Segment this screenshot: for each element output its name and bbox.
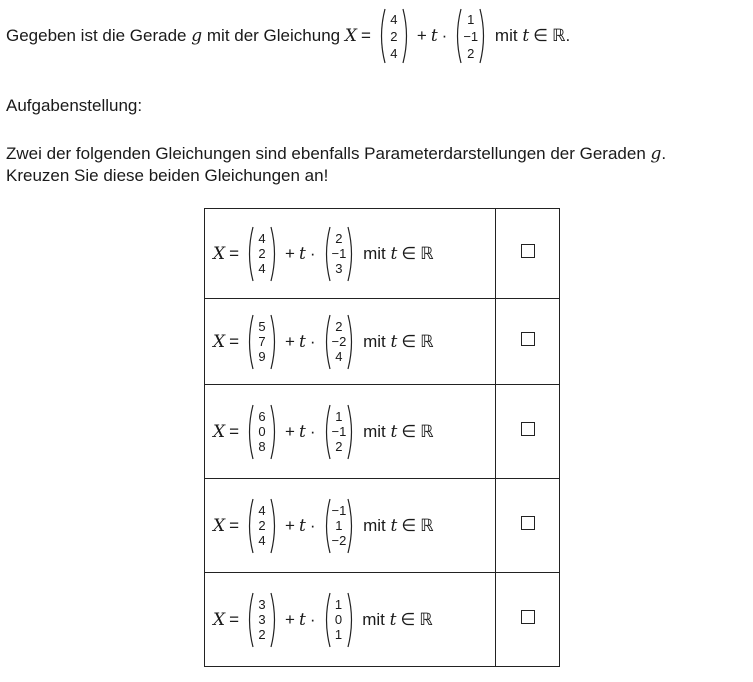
- param-t: t: [298, 421, 306, 442]
- option-checkbox-cell: [496, 299, 560, 385]
- equals-sign: =: [229, 331, 240, 351]
- direction-vector: [453, 8, 488, 64]
- vector-entry: −2: [331, 334, 347, 349]
- support-vector: [245, 404, 279, 460]
- vector-entry: −1: [331, 424, 347, 439]
- vector-entry: 2: [335, 231, 343, 246]
- vector-entry: 1: [334, 627, 343, 642]
- dot-sign: ·: [309, 331, 316, 351]
- element-of: ∈: [401, 421, 417, 441]
- vector-entry: −1: [331, 246, 347, 261]
- vector-entry: 4: [390, 11, 398, 27]
- left-paren: [245, 226, 254, 282]
- dot-sign: ·: [309, 421, 316, 441]
- reals-symbol: ℝ: [551, 26, 566, 45]
- right-paren: [270, 314, 279, 370]
- left-paren: [245, 314, 254, 370]
- param-t: t: [389, 609, 397, 630]
- reals-symbol: ℝ: [420, 243, 434, 263]
- task-text: [6, 143, 666, 187]
- direction-vector: [322, 314, 357, 370]
- plus-sign: +: [285, 421, 295, 441]
- element-of: ∈: [401, 515, 417, 535]
- left-paren: [453, 8, 462, 64]
- param-t: t: [430, 26, 438, 46]
- intro-prefix: Gegeben ist die Gerade: [6, 26, 187, 45]
- option-checkbox-cell: [496, 479, 560, 573]
- left-paren: [377, 8, 386, 64]
- support-vector: [245, 226, 279, 282]
- vector-entry: 8: [258, 439, 266, 454]
- right-paren: [479, 8, 488, 64]
- param-t: t: [390, 515, 398, 536]
- reals-symbol: ℝ: [420, 421, 434, 441]
- option-checkbox[interactable]: [521, 516, 535, 530]
- option-equation: [205, 573, 496, 667]
- vector-entry: 1: [335, 409, 343, 424]
- eq-X: X: [213, 243, 226, 264]
- mit-word: mit: [363, 421, 386, 441]
- task-line-1: [6, 143, 666, 165]
- vector-entry: 4: [258, 503, 266, 518]
- equals-sign: =: [229, 609, 240, 629]
- vector-entry: 0: [334, 612, 343, 627]
- vector-entry: −1: [331, 503, 347, 518]
- element-of: ∈: [533, 26, 548, 45]
- direction-vector: [322, 592, 356, 648]
- option-row: [205, 479, 560, 573]
- support-vector: [245, 314, 279, 370]
- direction-vector: [322, 498, 357, 554]
- mit-word: mit: [363, 331, 386, 351]
- option-row: [205, 573, 560, 667]
- vector-entry: 6: [258, 409, 266, 424]
- plus-sign: +: [416, 26, 427, 45]
- option-checkbox-cell: [496, 385, 560, 479]
- eq-X: X: [213, 515, 226, 536]
- param-t: t: [298, 515, 306, 536]
- intro-middle: mit der Gleichung: [206, 26, 341, 45]
- support-vector: [377, 8, 411, 64]
- option-checkbox[interactable]: [521, 244, 535, 258]
- option-equation: [205, 479, 496, 573]
- intro-X: X: [344, 26, 357, 46]
- right-paren: [270, 498, 279, 554]
- option-equation: [205, 299, 496, 385]
- vector-entry: 4: [258, 231, 266, 246]
- right-paren: [270, 226, 279, 282]
- left-paren: [245, 404, 254, 460]
- vector-entry: 1: [335, 518, 343, 533]
- option-checkbox-cell: [496, 209, 560, 299]
- left-paren: [322, 226, 331, 282]
- equals-sign: =: [229, 243, 240, 263]
- equals-sign: =: [229, 515, 240, 535]
- reals-symbol: ℝ: [420, 331, 434, 351]
- param-t: t: [390, 243, 398, 264]
- dot-sign: ·: [309, 515, 316, 535]
- param-t: t: [298, 243, 306, 264]
- option-checkbox[interactable]: [521, 332, 535, 346]
- vector-entry: 1: [467, 11, 475, 27]
- plus-sign: +: [285, 243, 295, 263]
- equals-sign: =: [360, 26, 371, 45]
- right-paren: [270, 592, 279, 648]
- option-equation: [205, 209, 496, 299]
- option-checkbox[interactable]: [521, 610, 535, 624]
- vector-entry: 2: [258, 518, 266, 533]
- vector-entry: 4: [258, 261, 266, 276]
- vector-entry: 7: [258, 334, 266, 349]
- task-line-2: Kreuzen Sie diese beiden Gleichungen an!: [6, 166, 329, 185]
- vector-entry: 0: [258, 424, 266, 439]
- option-checkbox[interactable]: [521, 422, 535, 436]
- dot-sign: ·: [441, 26, 448, 45]
- vector-entry: 9: [258, 349, 266, 364]
- right-paren: [347, 404, 356, 460]
- mit-word: mit: [363, 515, 386, 535]
- right-paren: [347, 592, 356, 648]
- vector-entry: 3: [335, 261, 343, 276]
- option-checkbox-cell: [496, 573, 560, 667]
- param-t: t: [298, 331, 306, 352]
- vector-entry: 3: [258, 612, 266, 627]
- equals-sign: =: [229, 421, 240, 441]
- support-vector: [245, 592, 279, 648]
- vector-entry: 4: [335, 349, 343, 364]
- vector-entry: −2: [331, 533, 347, 548]
- plus-sign: +: [285, 331, 295, 351]
- param-t: t: [390, 331, 398, 352]
- vector-entry: 4: [258, 533, 266, 548]
- reals-symbol: ℝ: [419, 609, 433, 629]
- option-row: [205, 209, 560, 299]
- vector-entry: 4: [390, 45, 398, 61]
- support-vector: [245, 498, 279, 554]
- dot-sign: ·: [309, 609, 316, 629]
- plus-sign: +: [285, 515, 295, 535]
- reals-symbol: ℝ: [420, 515, 434, 535]
- eq-X: X: [213, 331, 226, 352]
- element-of: ∈: [400, 609, 416, 629]
- vector-entry: 1: [334, 597, 343, 612]
- vector-entry: 2: [390, 28, 398, 44]
- left-paren: [322, 404, 331, 460]
- direction-vector: [322, 404, 357, 460]
- task-line-1-end: .: [661, 144, 667, 163]
- direction-vector: [322, 226, 357, 282]
- vector-entry: 2: [258, 246, 266, 261]
- intro-line: [6, 8, 570, 64]
- right-paren: [347, 226, 356, 282]
- param-t: t: [390, 421, 398, 442]
- vector-entry: 2: [335, 319, 343, 334]
- task-heading: Aufgabenstellung:: [6, 96, 143, 115]
- vector-entry: 2: [467, 45, 475, 61]
- mit-word: mit: [494, 26, 518, 45]
- vector-entry: −1: [463, 28, 479, 44]
- task-line-1-text: Zwei der folgenden Gleichungen sind ebenfalls Parameterdarstellungen der Geraden: [6, 144, 646, 163]
- mit-word: mit: [363, 243, 386, 263]
- option-row: [205, 299, 560, 385]
- left-paren: [322, 314, 331, 370]
- element-of: ∈: [401, 331, 417, 351]
- vector-entry: 3: [258, 597, 266, 612]
- task-line-var: g: [650, 144, 662, 164]
- intro-line-name: g: [191, 26, 203, 46]
- vector-entry: 5: [258, 319, 266, 334]
- right-paren: [402, 8, 411, 64]
- right-paren: [347, 498, 356, 554]
- vector-entry: 2: [258, 627, 266, 642]
- left-paren: [245, 498, 254, 554]
- plus-sign: +: [285, 609, 295, 629]
- element-of: ∈: [401, 243, 417, 263]
- dot-sign: ·: [309, 243, 316, 263]
- mit-word: mit: [362, 609, 385, 629]
- options-table: [204, 208, 560, 667]
- vector-entry: 2: [335, 439, 343, 454]
- option-equation: [205, 385, 496, 479]
- left-paren: [322, 592, 331, 648]
- eq-X: X: [213, 609, 226, 630]
- eq-X: X: [213, 421, 226, 442]
- left-paren: [322, 498, 331, 554]
- param-t: t: [298, 609, 306, 630]
- param-t: t: [522, 26, 530, 46]
- right-paren: [347, 314, 356, 370]
- right-paren: [270, 404, 279, 460]
- left-paren: [245, 592, 254, 648]
- period: .: [565, 26, 571, 45]
- option-row: [205, 385, 560, 479]
